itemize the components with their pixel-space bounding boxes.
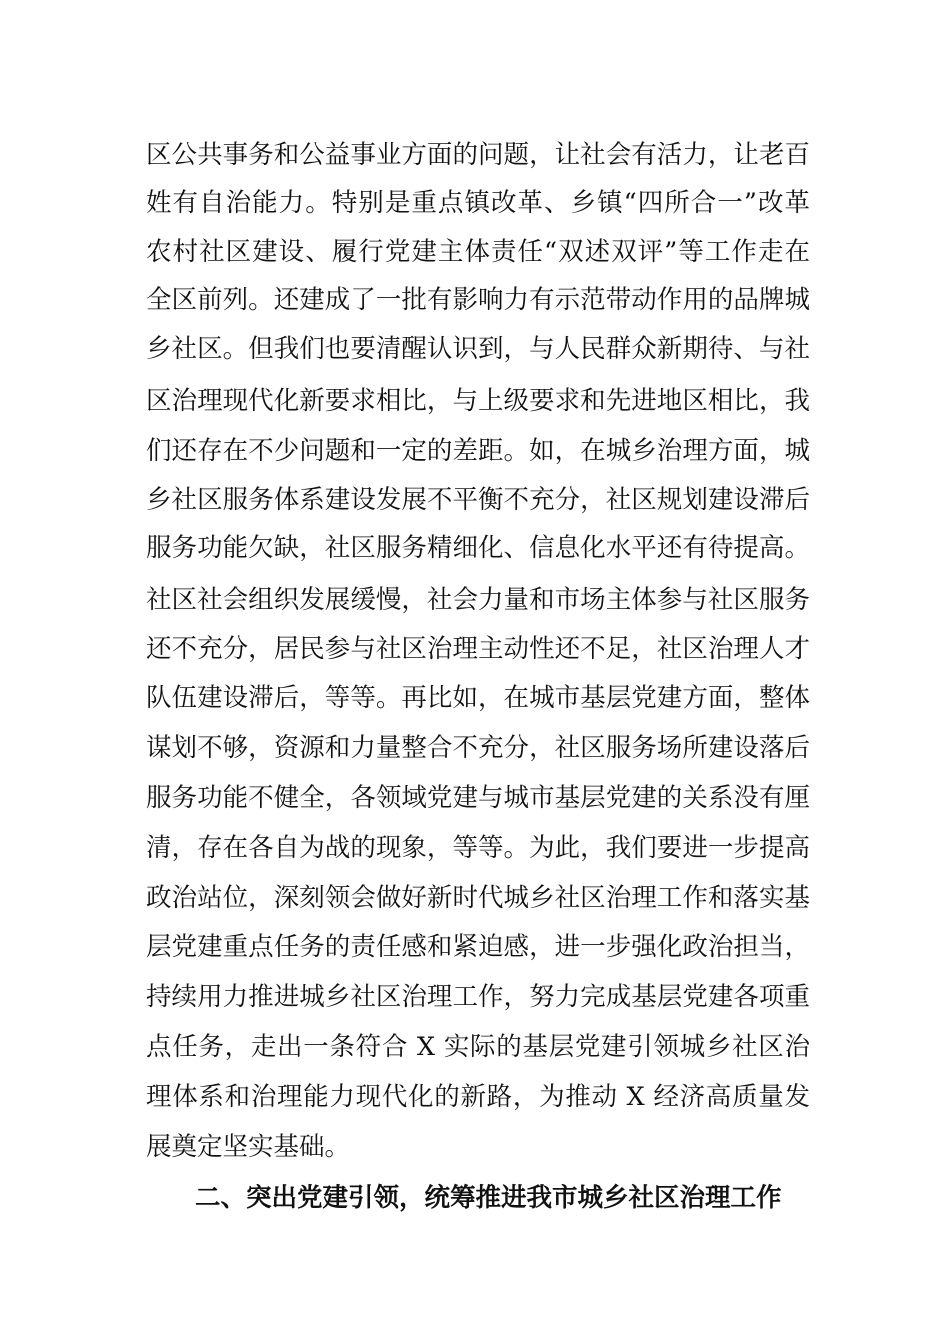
paragraph-line: 层党建重点任务的责任感和紧迫感，进一步强化政治担当， [146,932,810,962]
paragraph-line: 们还存在不少问题和一定的差距。如，在城乡治理方面，城 [146,436,810,466]
paragraph-line: 全区前列。还建成了一批有影响力有示范带动作用的品牌城 [146,285,810,315]
paragraph-line: 政治站位，深刻领会做好新时代城乡社区治理工作和落实基 [146,883,810,913]
paragraph-line: 还不充分，居民参与社区治理主动性还不足，社区治理人才 [146,634,810,664]
paragraph-line: 区公共事务和公益事业方面的问题，让社会有活力，让老百 [146,140,810,170]
paragraph-line: 姓有自治能力。特别是重点镇改革、乡镇“四所合一”改革 [146,188,810,218]
section-heading: 二、突出党建引领，统筹推进我市城乡社区治理工作 [195,1183,782,1213]
paragraph-line: 队伍建设滞后，等等。再比如，在城市基层党建方面，整体 [146,683,810,713]
paragraph-line: 农村社区建设、履行党建主体责任“双述双评”等工作走在 [146,237,810,267]
paragraph-line: 乡社区。但我们也要清醒认识到，与人民群众新期待、与社 [146,334,810,364]
paragraph-line: 展奠定坚实基础。 [146,1132,351,1162]
paragraph-line: 服务功能欠缺，社区服务精细化、信息化水平还有待提高。 [146,533,810,563]
paragraph-line: 服务功能不健全，各领域党建与城市基层党建的关系没有厘 [146,783,810,813]
paragraph-line: 点任务，走出一条符合 X 实际的基层党建引领城乡社区治 [146,1032,810,1062]
paragraph-line: 持续用力推进城乡社区治理工作，努力完成基层党建各项重 [146,982,810,1012]
paragraph-line: 理体系和治理能力现代化的新路，为推动 X 经济高质量发 [146,1082,810,1112]
paragraph-line: 清，存在各自为战的现象，等等。为此，我们要进一步提高 [146,833,810,863]
paragraph-line: 社区社会组织发展缓慢，社会力量和市场主体参与社区服务 [146,585,810,615]
paragraph-line: 乡社区服务体系建设发展不平衡不充分，社区规划建设滞后 [146,485,810,515]
paragraph-line: 谋划不够，资源和力量整合不充分，社区服务场所建设落后 [146,733,810,763]
paragraph-line: 区治理现代化新要求相比，与上级要求和先进地区相比，我 [146,386,810,416]
